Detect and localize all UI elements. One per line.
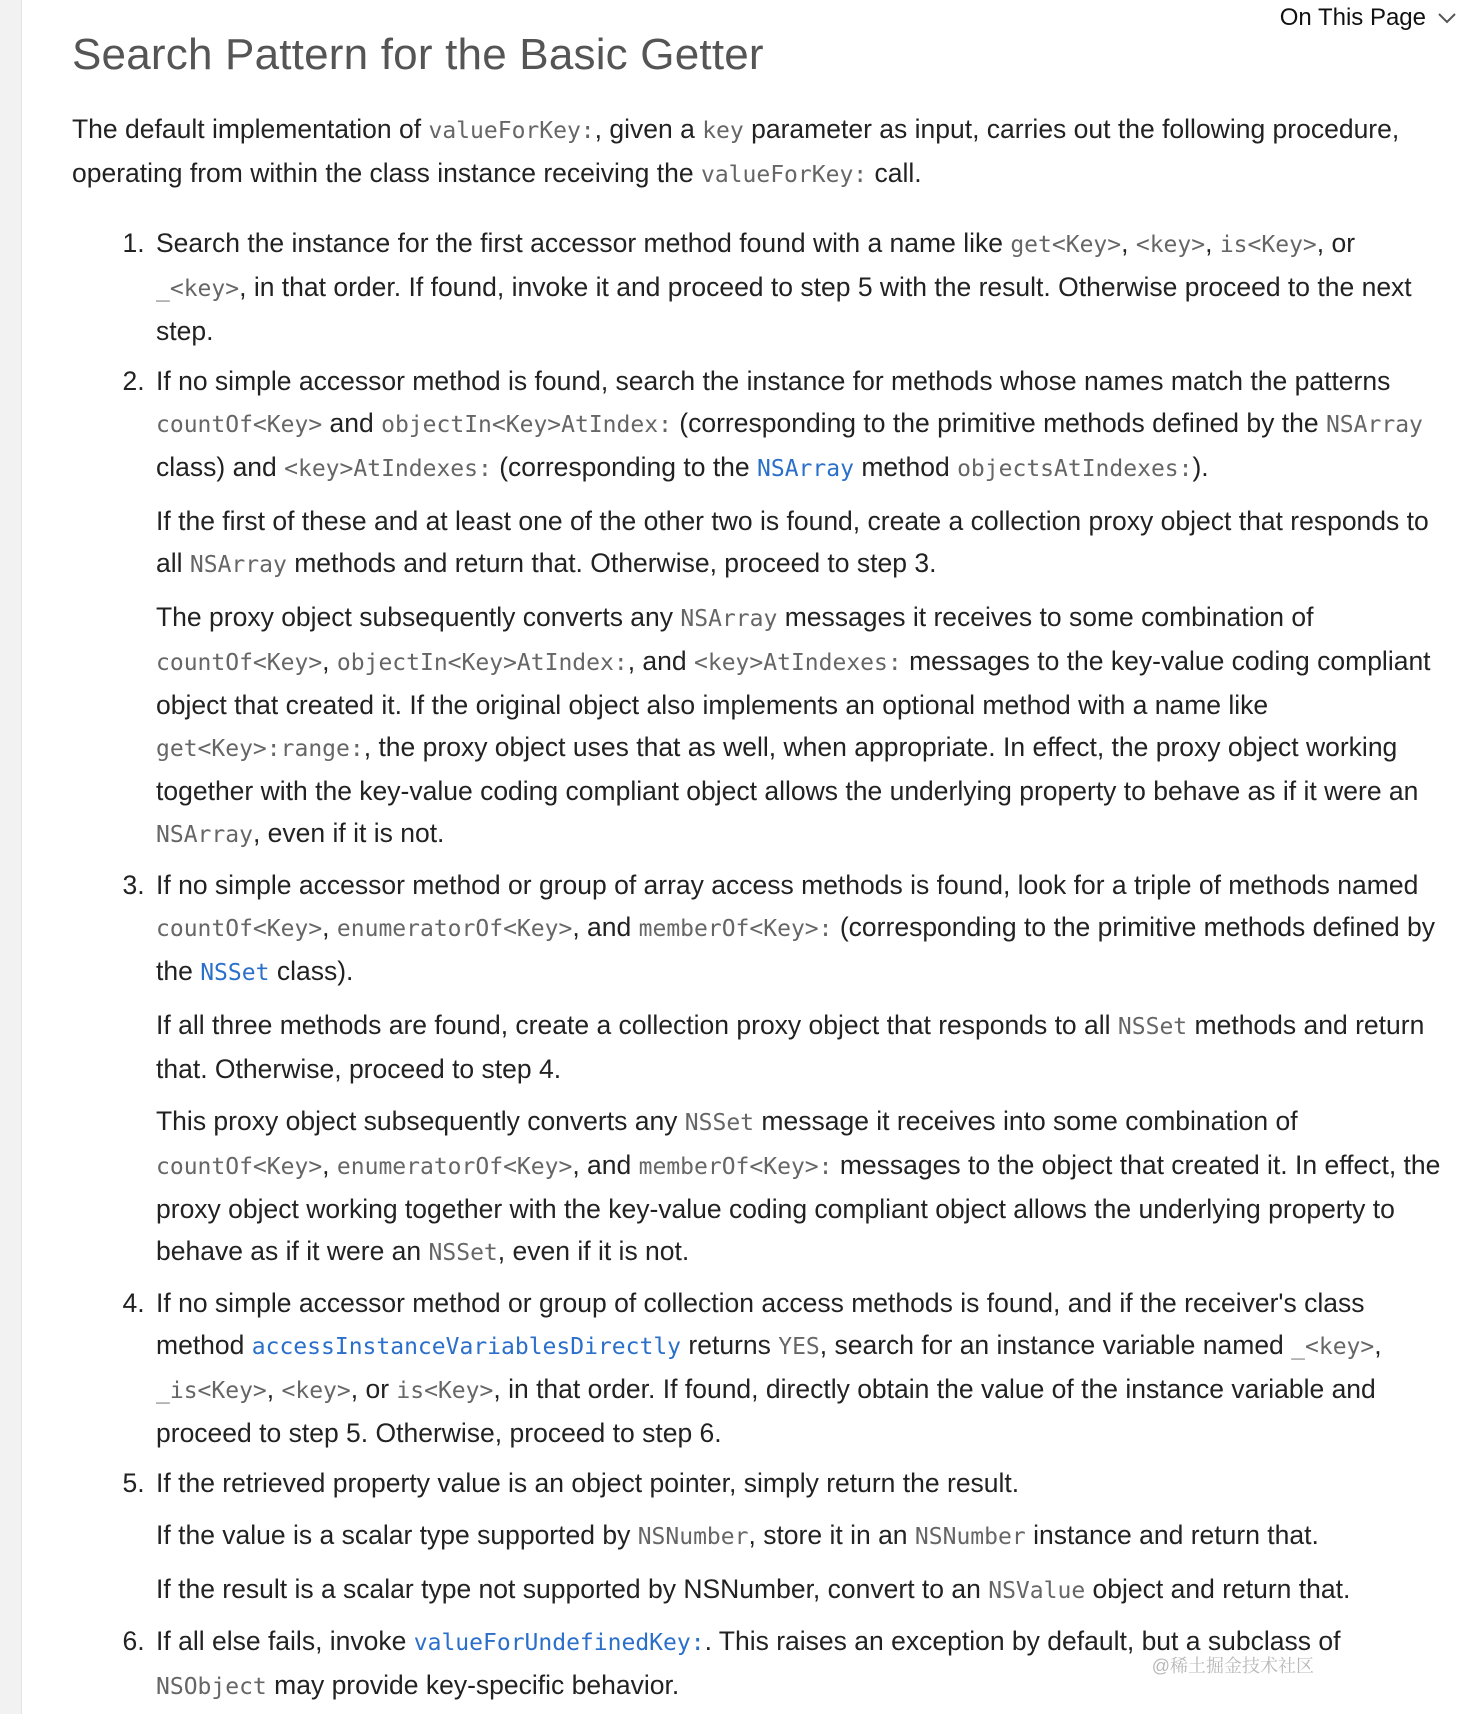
list-item-step-3 [152, 864, 1447, 1274]
on-this-page-label: On This Page [1279, 4, 1426, 31]
on-this-page-menu[interactable] [1280, 4, 1456, 32]
list-item-step-2 [152, 360, 1447, 856]
step-3-paragraph-2: If all three methods are found, create a collection proxy object that responds to all NSSet methods and return that. Otherwise, proceed to step 4. [156, 1010, 1425, 1084]
step-5-text: 5. If the retrieved property value is an object pointer, simply return the result. [156, 1468, 1020, 1498]
step-2-paragraph-2: If the first of these and at least one of the other two is found, create a collection proxy object that responds to all NSArray methods and return that. Otherwise, proceed to step 3. [156, 506, 1429, 578]
value-for-undefined-key-link[interactable]: valueForUndefinedKey: [413, 1630, 705, 1656]
page-title: Search Pattern for the Basic Getter [72, 30, 764, 79]
step-2-paragraph-3: The proxy object subsequently converts any NSArray messages it receives to some combination of countOf<Key>, objectIn<Key>AtIndex:, and <key>AtIndexes: messages to the key-value coding compliant object that created it. If the original object also implements an optional method with a name like get<Key>:range:, the proxy object uses that as well, when appropriate. In effect, the proxy object working together with the key-value coding compliant object allows the underlying property to behave as if it were an NSArray, even if it is not. [156, 602, 1431, 848]
list-item-step-5 [152, 1462, 1447, 1612]
nsset-link[interactable]: NSSet [200, 960, 270, 986]
step-4-text: 4. If no simple accessor method or group of collection access methods is found, and if the receiver's class method accessInstanceVariablesDirectly returns YES, search for an instance variable named _<key>, _is<Key>, <key>, or is<Key>, in that order. If found, directly obtain the value of the instance variable and proceed to step 5. Otherwise, proceed to step 6. [156, 1288, 1382, 1448]
left-sidebar-rule [0, 0, 22, 1714]
list-item-step-4 [152, 1282, 1447, 1454]
intro-paragraph: The default implementation of valueForKey:, given a key parameter as input, carries out the following procedure, operating from within the class instance receiving the valueForKey: call. [72, 114, 1400, 188]
access-instance-variables-directly-link[interactable]: accessInstanceVariablesDirectly [251, 1334, 682, 1360]
article-content [72, 30, 1447, 1716]
nsarray-link[interactable]: NSArray [757, 456, 854, 482]
step-5-paragraph-2: If the value is a scalar type supported by NSNumber, store it in an NSNumber instance and return that. [156, 1520, 1319, 1550]
step-2-text: 2. If no simple accessor method is found, search the instance for methods whose names match the patterns countOf<Key> and objectIn<Key>AtIndex: (corresponding to the primitive methods defined by the NSArray class) and <key>AtIndexes: (corresponding to the NSArray method objectsAtIndexes:). [156, 366, 1423, 482]
step-3-text: 3. If no simple accessor method or group of array access methods is found, look for a triple of methods named countOf<Key>, enumeratorOf<Key>, and memberOf<Key>: (corresponding to the primitive methods defined by the NSSet class). [156, 870, 1435, 986]
watermark: @稀土掘金技术社区 [1151, 1656, 1314, 1676]
step-6-text: 6. If all else fails, invoke valueForUndefinedKey:. This raises an exception by default, but a subclass of NSObject may provide key-specific behavior. [156, 1626, 1341, 1700]
list-item-step-1 [152, 222, 1447, 352]
step-3-paragraph-3: This proxy object subsequently converts any NSSet message it receives into some combination of countOf<Key>, enumeratorOf<Key>, and memberOf<Key>: messages to the object that created it. In effect, the proxy object working together with the key-value coding compliant object allows the underlying property to behave as if it were an NSSet, even if it is not. [156, 1106, 1441, 1266]
procedure-steps [72, 222, 1447, 1708]
step-5-paragraph-3: If the result is a scalar type not supported by NSNumber, convert to an NSValue object and return that. [156, 1574, 1351, 1604]
step-1-text: 1. Search the instance for the first accessor method found with a name like get<Key>, <key>, is<Key>, or _<key>, in that order. If found, invoke it and proceed to step 5 with the result. Otherwise proceed to the next step. [156, 228, 1412, 346]
chevron-down-icon [1438, 13, 1456, 24]
